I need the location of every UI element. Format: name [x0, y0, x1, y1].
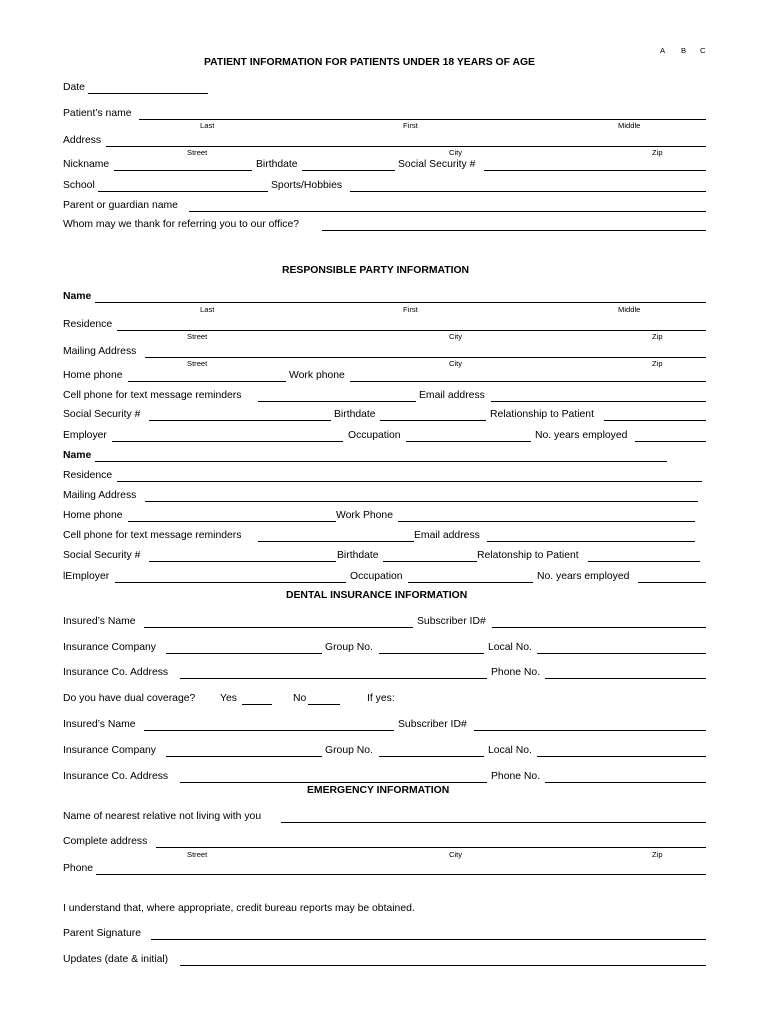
- phone-no2-field[interactable]: [545, 782, 706, 783]
- rp-mailing-label: Mailing Address: [63, 346, 137, 357]
- rp-name-label: Name: [63, 291, 92, 302]
- rp-residence-sub-zip: Zip: [652, 332, 663, 341]
- local-no-field[interactable]: [537, 653, 706, 654]
- emergency-phone-field[interactable]: [96, 874, 706, 875]
- rp-name-field[interactable]: [95, 302, 706, 303]
- birthdate-label: Birthdate: [256, 159, 298, 170]
- responsible-party-title: RESPONSIBLE PARTY INFORMATION: [282, 265, 470, 276]
- insured-name-field[interactable]: [144, 627, 413, 628]
- referral-field[interactable]: [322, 230, 706, 231]
- group-no-field[interactable]: [379, 653, 484, 654]
- rp-employer-label: Employer: [63, 430, 107, 441]
- sports-hobbies-label: Sports/Hobbies: [271, 180, 343, 191]
- rp-work-phone-label: Work phone: [289, 370, 345, 381]
- parent-signature-label: Parent Signature: [63, 928, 141, 939]
- rp2-name-field[interactable]: [95, 461, 667, 462]
- dual-coverage-yes-label: Yes: [220, 693, 237, 704]
- dual-coverage-yes-field[interactable]: [242, 704, 272, 705]
- rp2-residence-label: Residence: [63, 470, 113, 481]
- rp2-work-phone-field[interactable]: [398, 521, 695, 522]
- corner-label-c: C: [700, 46, 706, 55]
- patient-name-label: Patient’s name: [63, 108, 132, 119]
- dual-coverage-no-field[interactable]: [308, 704, 340, 705]
- patient-name-sub-last: Last: [200, 121, 215, 130]
- insurance-address2-label: Insurance Co. Address: [63, 771, 169, 782]
- parent-guardian-field[interactable]: [189, 211, 706, 212]
- rp-relationship-label: Relationship to Patient: [490, 409, 594, 420]
- rp2-relationship-label: Relatonship to Patient: [477, 550, 579, 561]
- emergency-address-sub-zip: Zip: [652, 850, 663, 859]
- nickname-label: Nickname: [63, 159, 110, 170]
- rp2-relationship-field[interactable]: [588, 561, 700, 562]
- rp2-ssn-label: Social Security #: [63, 550, 141, 561]
- rp-ssn-label: Social Security #: [63, 409, 141, 420]
- dual-coverage-label: Do you have dual coverage?: [63, 693, 196, 704]
- updates-label: Updates (date & initial): [63, 954, 169, 965]
- insurance-address2-field[interactable]: [180, 782, 487, 783]
- parent-guardian-label: Parent or guardian name: [63, 200, 178, 211]
- insurance-address-label: Insurance Co. Address: [63, 667, 169, 678]
- rp-employer-field[interactable]: [112, 441, 343, 442]
- rp2-birthdate-field[interactable]: [383, 561, 477, 562]
- emergency-address-sub-street: Street: [187, 850, 208, 859]
- rp-residence-label: Residence: [63, 319, 113, 330]
- address-sub-street: Street: [187, 148, 208, 157]
- nearest-relative-field[interactable]: [281, 822, 706, 823]
- rp-name-sub-first: First: [403, 305, 418, 314]
- rp-cell-phone-label: Cell phone for text message reminders: [63, 390, 242, 401]
- rp2-email-label: Email address: [414, 530, 480, 541]
- emergency-address-sub-city: City: [449, 850, 463, 859]
- date-field[interactable]: [88, 93, 208, 94]
- subscriber-id2-field[interactable]: [474, 730, 706, 731]
- rp2-years-employed-field[interactable]: [638, 582, 706, 583]
- rp2-residence-field[interactable]: [117, 481, 702, 482]
- dual-coverage-no-label: No: [293, 693, 307, 704]
- insurance-company2-field[interactable]: [166, 756, 322, 757]
- rp-mailing-sub-street: Street: [187, 359, 208, 368]
- rp-residence-field[interactable]: [117, 330, 706, 331]
- birthdate-field[interactable]: [302, 170, 395, 171]
- date-label: Date: [63, 82, 85, 93]
- rp-residence-sub-city: City: [449, 332, 463, 341]
- rp-relationship-field[interactable]: [604, 420, 706, 421]
- referral-label: Whom may we thank for referring you to our office?: [63, 219, 300, 230]
- rp-name-sub-middle: Middle: [618, 305, 641, 314]
- corner-label-a: A: [660, 46, 666, 55]
- credit-statement: I understand that, where appropriate, credit bureau reports may be obtained.: [63, 903, 415, 914]
- subscriber-id2-label: Subscriber ID#: [398, 719, 467, 730]
- emergency-title: EMERGENCY INFORMATION: [307, 785, 450, 796]
- rp2-cell-phone-field[interactable]: [258, 541, 414, 542]
- address-field[interactable]: [106, 146, 706, 147]
- phone-no-label: Phone No.: [491, 667, 541, 678]
- subscriber-id-label: Subscriber ID#: [417, 616, 486, 627]
- insurance-company2-label: Insurance Company: [63, 745, 156, 756]
- local-no2-field[interactable]: [537, 756, 706, 757]
- insurance-company-label: Insurance Company: [63, 642, 156, 653]
- if-yes-label: If yes:: [367, 693, 395, 704]
- rp2-home-phone-label: Home phone: [63, 510, 123, 521]
- rp2-occupation-field[interactable]: [408, 582, 533, 583]
- rp2-occupation-label: Occupation: [350, 571, 403, 582]
- rp-occupation-field[interactable]: [406, 441, 531, 442]
- rp-home-phone-field[interactable]: [128, 381, 286, 382]
- rp-occupation-label: Occupation: [348, 430, 401, 441]
- insured-name-label: Insured’s Name: [63, 616, 136, 627]
- group-no2-field[interactable]: [379, 756, 484, 757]
- subscriber-id-field[interactable]: [492, 627, 706, 628]
- updates-field[interactable]: [180, 965, 706, 966]
- address-sub-zip: Zip: [652, 148, 663, 157]
- rp-mailing-sub-city: City: [449, 359, 463, 368]
- ssn-label: Social Security #: [398, 159, 476, 170]
- insured-name2-label: Insured’s Name: [63, 719, 136, 730]
- rp-home-phone-label: Home phone: [63, 370, 123, 381]
- rp-years-employed-field[interactable]: [635, 441, 706, 442]
- group-no-label: Group No.: [325, 642, 373, 653]
- rp2-work-phone-label: Work Phone: [336, 510, 393, 521]
- rp-mailing-sub-zip: Zip: [652, 359, 663, 368]
- rp-email-label: Email address: [419, 390, 485, 401]
- rp2-email-field[interactable]: [487, 541, 695, 542]
- rp2-years-employed-label: No. years employed: [537, 571, 630, 582]
- insurance-company-field[interactable]: [166, 653, 322, 654]
- school-field[interactable]: [98, 191, 268, 192]
- rp-residence-sub-street: Street: [187, 332, 208, 341]
- rp-name-sub-last: Last: [200, 305, 215, 314]
- rp-work-phone-field[interactable]: [350, 381, 706, 382]
- rp-ssn-field[interactable]: [149, 420, 331, 421]
- rp-cell-phone-field[interactable]: [258, 401, 416, 402]
- rp2-home-phone-field[interactable]: [128, 521, 336, 522]
- corner-label-b: B: [681, 46, 687, 55]
- complete-address-field[interactable]: [156, 847, 706, 848]
- rp2-employer-field[interactable]: [115, 582, 346, 583]
- sports-hobbies-field[interactable]: [350, 191, 706, 192]
- phone-no-field[interactable]: [545, 678, 706, 679]
- complete-address-label: Complete address: [63, 836, 148, 847]
- patient-name-sub-first: First: [403, 121, 418, 130]
- rp-years-employed-label: No. years employed: [535, 430, 628, 441]
- rp2-ssn-field[interactable]: [149, 561, 336, 562]
- rp-birthdate-label: Birthdate: [334, 409, 376, 420]
- group-no2-label: Group No.: [325, 745, 373, 756]
- address-label: Address: [63, 135, 102, 146]
- rp2-birthdate-label: Birthdate: [337, 550, 379, 561]
- insurance-address-field[interactable]: [180, 678, 487, 679]
- local-no2-label: Local No.: [488, 745, 532, 756]
- rp-email-field[interactable]: [491, 401, 706, 402]
- insured-name2-field[interactable]: [144, 730, 394, 731]
- rp2-mailing-label: Mailing Address: [63, 490, 137, 501]
- address-sub-city: City: [449, 148, 463, 157]
- dental-insurance-title: DENTAL INSURANCE INFORMATION: [286, 590, 468, 601]
- parent-signature-field[interactable]: [151, 939, 706, 940]
- rp2-name-label: Name: [63, 450, 92, 461]
- rp2-mailing-field[interactable]: [145, 501, 698, 502]
- rp2-cell-phone-label: Cell phone for text message reminders: [63, 530, 242, 541]
- ssn-field[interactable]: [484, 170, 706, 171]
- rp-birthdate-field[interactable]: [380, 420, 486, 421]
- rp2-employer-label: lEmployer: [63, 571, 110, 582]
- nickname-field[interactable]: [114, 170, 252, 171]
- patient-name-field[interactable]: [139, 119, 706, 120]
- emergency-phone-label: Phone: [63, 863, 94, 874]
- school-label: School: [63, 180, 95, 191]
- nearest-relative-label: Name of nearest relative not living with you: [63, 811, 262, 822]
- patient-section-title: PATIENT INFORMATION FOR PATIENTS UNDER 18 YEARS OF AGE: [204, 57, 535, 68]
- local-no-label: Local No.: [488, 642, 532, 653]
- patient-name-sub-middle: Middle: [618, 121, 641, 130]
- rp-mailing-field[interactable]: [145, 357, 706, 358]
- phone-no2-label: Phone No.: [491, 771, 541, 782]
